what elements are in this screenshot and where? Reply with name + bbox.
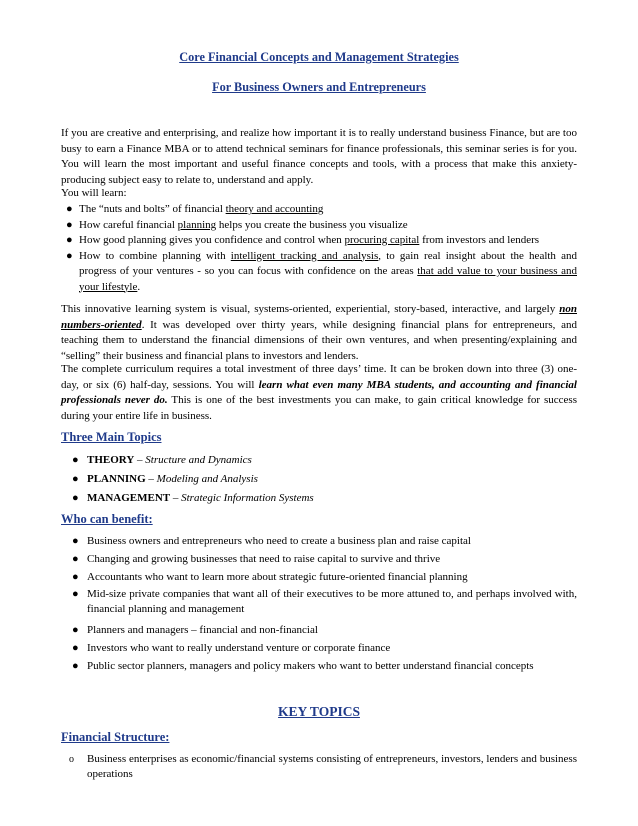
document-title: Core Financial Concepts and Management Strategies <box>179 50 459 64</box>
list-item: ● How careful financial planning helps you create the business you visualize <box>79 218 577 234</box>
bullet-icon: ● <box>72 587 79 600</box>
topics-list <box>72 451 577 508</box>
intro-paragraph: If you are creative and enterprising, and realize how important it is to really understand business Finance, but are too busy to earn a Finance MBA or to attend technical seminars for finance professionals, this seminar series is for you. You will learn the most important and useful finance concepts and tools, with a process that make this anxiety-producing subject easy to relate to, understand and apply. <box>61 127 577 186</box>
benefit-heading: Who can benefit: <box>61 512 153 526</box>
bullet-icon: ● <box>72 492 79 504</box>
list-item: ● Public sector planners, managers and policy makers who want to better understand financial concepts <box>87 657 577 675</box>
bullet-icon: ● <box>66 218 73 231</box>
bullet-icon: ● <box>66 249 73 262</box>
list-item: ● How to combine planning with intelligent tracking and analysis, to gain real insight about the health and progress of your ventures - so you can focus with confidence on the areas that add value to your business and your lifestyle. <box>66 249 577 293</box>
circle-bullet-icon: o <box>69 754 74 765</box>
bullet-icon: ● <box>72 641 79 654</box>
financial-structure-heading: Financial Structure: <box>61 730 170 744</box>
list-item: ● Mid-size private companies that want all of their executives to be more attuned to, and perhaps involved with, financial planning and management <box>72 587 577 615</box>
list-item: ● The “nuts and bolts” of financial theory and accounting <box>79 202 577 218</box>
innovative-paragraph: This innovative learning system is visual, systems-oriented, experiential, story-based, interactive, and largely non numbers-oriented. It was developed over thirty years, while designing financial plans for entrepreneurs, and teaching them to understand the financial dimensions of their own ventures, and when presenting/explaining and “selling” their business and financial plans to investors and lenders. <box>61 303 577 362</box>
benefit-list <box>72 532 577 675</box>
bullet-icon: ● <box>66 234 73 246</box>
list-item: ● PLANNING – Modeling and Analysis <box>87 470 577 489</box>
topics-heading: Three Main Topics <box>61 430 162 444</box>
list-item: ● Accountants who want to learn more about strategic future-oriented financial planning <box>87 568 577 586</box>
list-item: ● Investors who want to really understand venture or corporate finance <box>87 639 577 657</box>
learn-lead: You will learn: <box>61 187 127 199</box>
bullet-icon: ● <box>72 553 79 566</box>
key-topics-heading: KEY TOPICS <box>278 704 360 719</box>
bullet-icon: ● <box>72 535 79 547</box>
document-subtitle: For Business Owners and Entrepreneurs <box>212 80 426 94</box>
bullet-icon: ● <box>72 571 79 584</box>
bullet-icon: ● <box>72 473 79 485</box>
bullet-icon: ● <box>66 203 73 215</box>
list-item: ● MANAGEMENT – Strategic Information Systems <box>87 489 577 508</box>
list-item: ● Changing and growing businesses that need to raise capital to survive and thrive <box>87 550 577 568</box>
list-item: ● How good planning gives you confidence and control when procuring capital from investors and lenders <box>79 233 577 249</box>
learn-list <box>66 202 577 295</box>
financial-structure-list <box>69 752 577 782</box>
list-item: ● THEORY – Structure and Dynamics <box>87 451 577 470</box>
list-item: ● Business owners and entrepreneurs who need to create a business plan and raise capital <box>87 532 577 550</box>
curriculum-paragraph: The complete curriculum requires a total investment of three days’ time. It can be broken down into three (3) one-day, or six (6) half-day, sessions. You will learn what even many MBA students, and accounting and financial professionals never do. This is one of the best investments you can make, to gain critical knowledge for success during your entire life in business. <box>61 363 577 422</box>
list-item: ● Planners and managers – financial and non-financial <box>87 621 577 639</box>
bullet-icon: ● <box>72 454 79 466</box>
bullet-icon: ● <box>72 660 79 673</box>
bullet-icon: ● <box>72 623 79 636</box>
list-item: o Business enterprises as economic/financial systems consisting of entrepreneurs, investors, lenders and business operations <box>69 753 577 780</box>
